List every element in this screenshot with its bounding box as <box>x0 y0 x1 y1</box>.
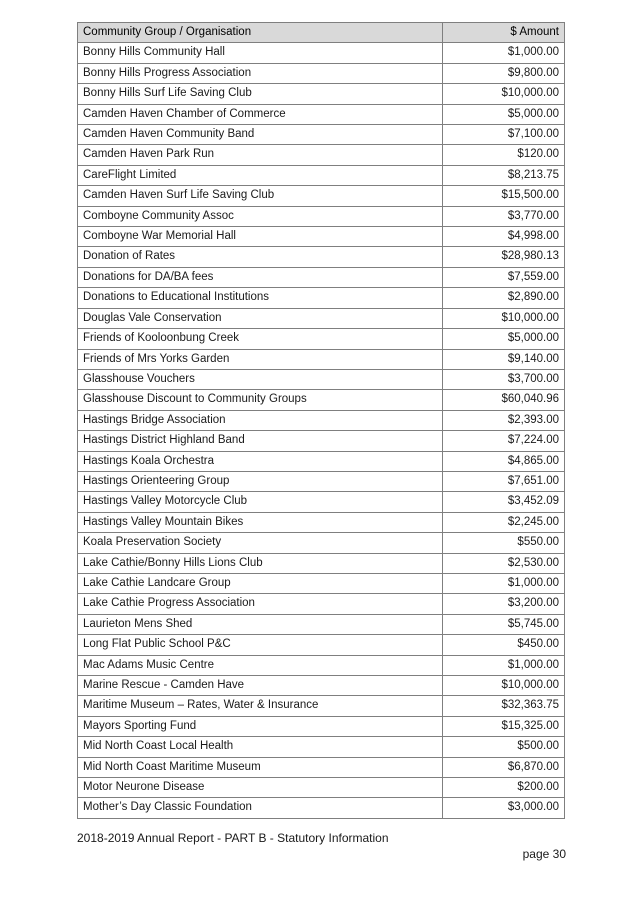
cell-amount: $28,980.13 <box>443 247 565 267</box>
cell-group-name: Long Flat Public School P&C <box>78 635 443 655</box>
cell-group-name: Douglas Vale Conservation <box>78 308 443 328</box>
cell-group-name: Lake Cathie Progress Association <box>78 594 443 614</box>
table-row <box>78 655 565 675</box>
table-row <box>78 492 565 512</box>
cell-group-name: Mid North Coast Maritime Museum <box>78 757 443 777</box>
table-row <box>78 778 565 798</box>
table-row <box>78 512 565 532</box>
table-row <box>78 614 565 634</box>
table-row <box>78 471 565 491</box>
cell-group-name: Mother’s Day Classic Foundation <box>78 798 443 818</box>
cell-amount: $450.00 <box>443 635 565 655</box>
cell-amount: $10,000.00 <box>443 84 565 104</box>
page-number: page 30 <box>522 847 566 861</box>
table-row <box>78 145 565 165</box>
cell-amount: $3,700.00 <box>443 369 565 389</box>
cell-amount: $1,000.00 <box>443 573 565 593</box>
cell-group-name: Friends of Kooloonbung Creek <box>78 329 443 349</box>
cell-group-name: Hastings Valley Mountain Bikes <box>78 512 443 532</box>
table-row <box>78 43 565 63</box>
cell-group-name: Koala Preservation Society <box>78 533 443 553</box>
cell-group-name: Hastings District Highland Band <box>78 431 443 451</box>
cell-group-name: Bonny Hills Surf Life Saving Club <box>78 84 443 104</box>
cell-amount: $3,770.00 <box>443 206 565 226</box>
cell-amount: $7,100.00 <box>443 125 565 145</box>
cell-amount: $7,651.00 <box>443 471 565 491</box>
table-row <box>78 247 565 267</box>
cell-amount: $5,000.00 <box>443 104 565 124</box>
column-header-group: Community Group / Organisation <box>78 23 443 43</box>
cell-amount: $6,870.00 <box>443 757 565 777</box>
cell-group-name: Hastings Bridge Association <box>78 410 443 430</box>
cell-amount: $8,213.75 <box>443 165 565 185</box>
cell-group-name: Camden Haven Park Run <box>78 145 443 165</box>
cell-group-name: Motor Neurone Disease <box>78 778 443 798</box>
cell-group-name: Friends of Mrs Yorks Garden <box>78 349 443 369</box>
report-title: 2018-2019 Annual Report - PART B - Statutory Information <box>77 831 389 845</box>
cell-group-name: Glasshouse Vouchers <box>78 369 443 389</box>
table-row <box>78 104 565 124</box>
cell-group-name: Camden Haven Community Band <box>78 125 443 145</box>
cell-amount: $60,040.96 <box>443 390 565 410</box>
table-row <box>78 553 565 573</box>
cell-group-name: Hastings Orienteering Group <box>78 471 443 491</box>
donations-table <box>77 22 565 819</box>
cell-amount: $7,224.00 <box>443 431 565 451</box>
cell-amount: $550.00 <box>443 533 565 553</box>
cell-group-name: CareFlight Limited <box>78 165 443 185</box>
table-row <box>78 737 565 757</box>
cell-group-name: Maritime Museum – Rates, Water & Insurance <box>78 696 443 716</box>
cell-amount: $4,998.00 <box>443 227 565 247</box>
table-row <box>78 757 565 777</box>
donations-table-container <box>77 22 564 819</box>
cell-amount: $15,500.00 <box>443 186 565 206</box>
table-row <box>78 84 565 104</box>
table-row <box>78 390 565 410</box>
cell-amount: $3,000.00 <box>443 798 565 818</box>
table-row <box>78 288 565 308</box>
table-row <box>78 227 565 247</box>
cell-amount: $9,140.00 <box>443 349 565 369</box>
table-row <box>78 410 565 430</box>
table-row <box>78 676 565 696</box>
cell-group-name: Camden Haven Chamber of Commerce <box>78 104 443 124</box>
table-row <box>78 533 565 553</box>
table-row <box>78 125 565 145</box>
table-body <box>78 43 565 818</box>
cell-group-name: Lake Cathie Landcare Group <box>78 573 443 593</box>
cell-group-name: Comboyne War Memorial Hall <box>78 227 443 247</box>
cell-amount: $2,890.00 <box>443 288 565 308</box>
cell-group-name: Camden Haven Surf Life Saving Club <box>78 186 443 206</box>
table-row <box>78 431 565 451</box>
cell-amount: $5,745.00 <box>443 614 565 634</box>
table-row <box>78 635 565 655</box>
table-row <box>78 308 565 328</box>
cell-group-name: Donation of Rates <box>78 247 443 267</box>
table-row <box>78 165 565 185</box>
cell-amount: $15,325.00 <box>443 716 565 736</box>
table-row <box>78 267 565 287</box>
cell-group-name: Comboyne Community Assoc <box>78 206 443 226</box>
cell-amount: $2,530.00 <box>443 553 565 573</box>
table-row <box>78 349 565 369</box>
table-row <box>78 186 565 206</box>
cell-amount: $3,452.09 <box>443 492 565 512</box>
cell-group-name: Mid North Coast Local Health <box>78 737 443 757</box>
cell-group-name: Mayors Sporting Fund <box>78 716 443 736</box>
cell-amount: $2,245.00 <box>443 512 565 532</box>
cell-group-name: Lake Cathie/Bonny Hills Lions Club <box>78 553 443 573</box>
table-row <box>78 451 565 471</box>
cell-amount: $3,200.00 <box>443 594 565 614</box>
cell-amount: $2,393.00 <box>443 410 565 430</box>
cell-amount: $7,559.00 <box>443 267 565 287</box>
cell-group-name: Hastings Valley Motorcycle Club <box>78 492 443 512</box>
cell-amount: $32,363.75 <box>443 696 565 716</box>
cell-group-name: Donations to Educational Institutions <box>78 288 443 308</box>
cell-amount: $1,000.00 <box>443 655 565 675</box>
cell-group-name: Laurieton Mens Shed <box>78 614 443 634</box>
table-row <box>78 573 565 593</box>
cell-amount: $10,000.00 <box>443 308 565 328</box>
cell-group-name: Mac Adams Music Centre <box>78 655 443 675</box>
cell-group-name: Marine Rescue - Camden Have <box>78 676 443 696</box>
table-row <box>78 696 565 716</box>
cell-group-name: Donations for DA/BA fees <box>78 267 443 287</box>
cell-amount: $120.00 <box>443 145 565 165</box>
table-row <box>78 63 565 83</box>
cell-amount: $1,000.00 <box>443 43 565 63</box>
table-row <box>78 206 565 226</box>
cell-group-name: Hastings Koala Orchestra <box>78 451 443 471</box>
cell-group-name: Glasshouse Discount to Community Groups <box>78 390 443 410</box>
table-row <box>78 594 565 614</box>
cell-group-name: Bonny Hills Progress Association <box>78 63 443 83</box>
table-row <box>78 369 565 389</box>
table-row <box>78 329 565 349</box>
cell-amount: $4,865.00 <box>443 451 565 471</box>
cell-amount: $10,000.00 <box>443 676 565 696</box>
cell-amount: $9,800.00 <box>443 63 565 83</box>
table-row <box>78 716 565 736</box>
cell-amount: $500.00 <box>443 737 565 757</box>
table-header-row <box>78 23 565 43</box>
column-header-amount: $ Amount <box>443 23 565 43</box>
table-row <box>78 798 565 818</box>
cell-amount: $5,000.00 <box>443 329 565 349</box>
cell-amount: $200.00 <box>443 778 565 798</box>
cell-group-name: Bonny Hills Community Hall <box>78 43 443 63</box>
